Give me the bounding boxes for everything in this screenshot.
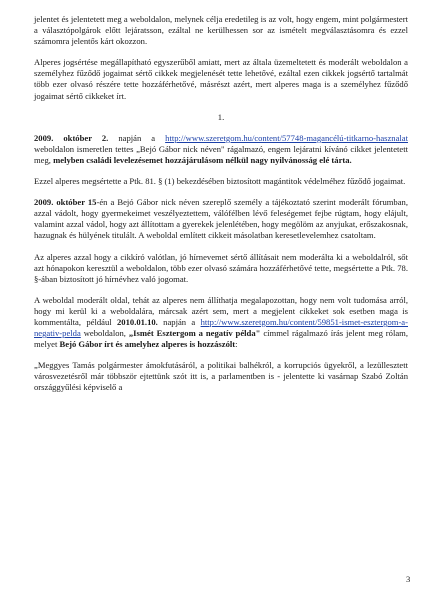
section-number: 1. bbox=[217, 111, 225, 122]
text-run: weboldalon, bbox=[80, 328, 129, 339]
paragraph-1: jelentet és jelentetett meg a weboldalon, melynek célja eredetileg is az volt, hogy engem, mint polgármestert a választópolgárok előtt lejáratsson, ezáltal ne kerülhessen sor az ismételt megválasztásomra és ezzel számomra jelentős kárt okozzon. bbox=[34, 14, 408, 47]
text-run: címmel rágalmazó írás jelent meg rólam, melyet bbox=[34, 328, 408, 350]
date-oct-15: 2009. október 15 bbox=[34, 197, 97, 208]
text-run: napján a bbox=[157, 316, 201, 327]
paragraph-6: Az alperes azzal hogy a cikkíró valótlan, jó hírnevemet sértő állításait nem moderálta ki a weboldalról, sőt azt hónapokon keresztül a weboldalon, több ezer olvasó számára hozzáférhetővé tette, megsértette a Ptk. 78. §-ában biztosított jó hírnévhez való jogomat. bbox=[34, 251, 408, 284]
document-page bbox=[34, 14, 408, 404]
date-2010: 2010.01.10. bbox=[117, 316, 158, 327]
paragraph-5 bbox=[34, 197, 408, 241]
paragraph-3 bbox=[34, 133, 408, 166]
paragraph-8: „Meggyes Tamás polgármester ámokfutásáról, a politikai balhékról, a korrupciós ügyekről, a lezüllesztett városvezetésről már többször ejtettünk szót itt is, a parlamentben is - jelentette ki vasárnap Szabó Zoltán országgyűlési képviselő a bbox=[34, 360, 408, 393]
text-run: A weboldal moderált oldal, tehát az alperes nem állíthatja megalapozottan, hogy nem volt tudomása arról, hogy mi kerül ki a weboldalára, márcsak azért sem, mert a megjelent cikkeket sok esetben maga is kommentálta, például bbox=[34, 294, 408, 327]
page-number: 3 bbox=[406, 574, 411, 584]
paragraph-4: Ezzel alperes megsértette a Ptk. 81. § (1) bekezdésében biztosított magántitok védelméhez fűződő jogaimat. bbox=[34, 176, 406, 187]
text-run: -én a Bejó Gábor nick néven szereplő személy a tájékoztató szerint moderált fórumban, azzal vádolt, hogy gyermekeimet veszélyeztettem, válófélben lévő feleségemet fejbe rúgtam, hogy elájult, valamint azzal vádol, hogy azt állítottam a gyerekek jelenlétében, hogy megölöm az anyjukat, erőszakosnak, hazugnak és hülyének titulált. A weboldal említett cikkeit másolatban keresetlevelemhez csatoltam. bbox=[34, 197, 408, 241]
text-run: weboldalon ismeretlen tettes „Bejó Gábor nick néven" rágalmazó, engem lejáratni kívánó cikket jelentetett meg, bbox=[34, 143, 408, 165]
author-statement: Bejó Gábor írt és amelyhez alperes is hozzászólt bbox=[59, 339, 236, 350]
article-link-2[interactable]: http://www.szeretgom.hu/content/59851-ismet-esztergom-a-negativ-pelda bbox=[34, 316, 408, 339]
article-link-1[interactable]: http://www.szeretgom.hu/content/57748-magancélú-titkarno-hasznalat bbox=[165, 132, 408, 143]
text-run: : bbox=[235, 339, 238, 350]
article-title: „Ismét Esztergom a negatív példa" bbox=[128, 328, 261, 339]
paragraph-2: Alperes jogsértése megállapítható egyszerűből amiatt, mert az általa üzemeltetett és moderált weboldalon a személyhez fűződő jogaimat sértő cikkek megjelenését tette lehetővé, ezáltal ezen cikkek jogsértő tartalmát több ezer olvasó részére tette hozzáférhetővé, másrészt azért, mert alperes maga is a személyhez fűződő jogaimat sértő cikkeket írt. bbox=[34, 57, 408, 101]
paragraph-7 bbox=[34, 295, 408, 350]
bold-statement: melyben családi levelezésemet hozzájárulásom nélkül nagy nyilvánosság elé tárta. bbox=[53, 154, 352, 165]
date-oct-2: 2009. október 2. bbox=[34, 132, 109, 143]
text-run: napján a bbox=[108, 132, 166, 143]
